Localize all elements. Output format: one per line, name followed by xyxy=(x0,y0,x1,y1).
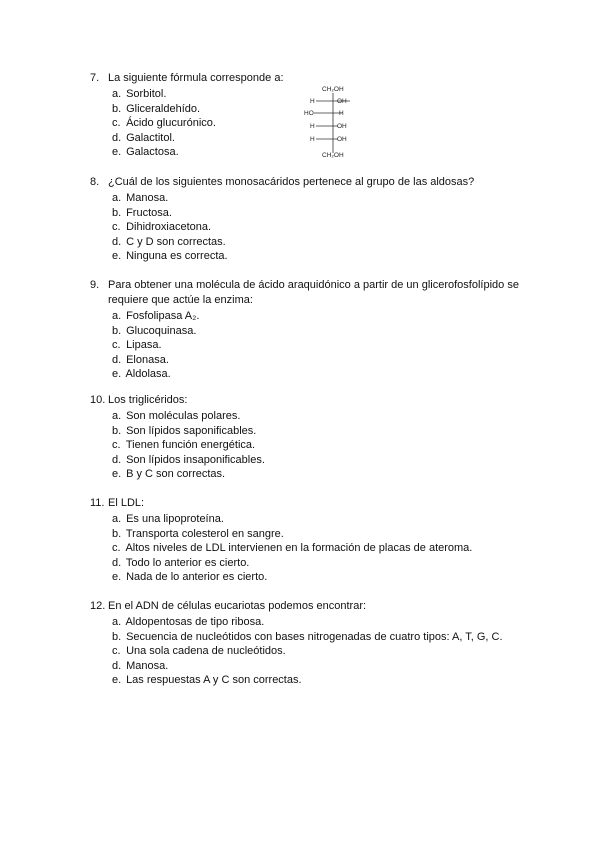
question-9 xyxy=(90,278,540,382)
options-list xyxy=(90,615,540,688)
option-letter: e. xyxy=(112,146,122,159)
option-text: Ninguna es correcta. xyxy=(126,250,228,263)
option-letter: a. xyxy=(112,513,122,525)
option-letter: d. xyxy=(112,131,122,144)
option-c xyxy=(112,438,540,453)
question-text: Para obtener una molécula de ácido araquidónico a partir de un glicerofosfolípido se requiere que actúe la enzima: xyxy=(108,279,519,306)
option-letter: c. xyxy=(112,117,121,130)
question-text: La siguiente fórmula corresponde a: xyxy=(108,72,284,84)
option-b xyxy=(112,527,540,542)
option-e xyxy=(112,249,540,264)
option-text: Altos niveles de LDL intervienen en la formación de placas de ateroma. xyxy=(125,542,473,555)
question-text: El LDL: xyxy=(108,497,145,509)
option-text: Galactitol. xyxy=(126,131,175,144)
option-letter: c. xyxy=(112,439,121,452)
option-b xyxy=(112,630,540,645)
option-letter: d. xyxy=(112,556,122,569)
option-letter: c. xyxy=(112,221,121,234)
option-letter: e. xyxy=(112,368,122,381)
question-number: 12. xyxy=(90,600,106,612)
question-11 xyxy=(90,496,540,585)
options-list xyxy=(90,309,540,382)
formula-row-4-left: H xyxy=(310,136,315,143)
question-text: En el ADN de células eucariotas podemos encontrar: xyxy=(108,600,367,612)
option-text: Aldolasa. xyxy=(125,368,171,381)
question-stem xyxy=(90,278,540,308)
fischer-projection-formula xyxy=(302,83,352,161)
option-b xyxy=(112,324,540,339)
option-d xyxy=(112,353,540,368)
option-text: Transporta colesterol en sangre. xyxy=(125,527,284,540)
option-text: Sorbitol. xyxy=(126,88,167,100)
option-text: Dihidroxiacetona. xyxy=(126,221,212,234)
option-c xyxy=(112,541,540,556)
option-e xyxy=(112,367,540,382)
option-letter: d. xyxy=(112,353,122,366)
formula-row-2-right: H xyxy=(339,110,344,117)
question-number: 9. xyxy=(90,279,100,291)
options-list xyxy=(90,409,540,482)
question-text: Los triglicéridos: xyxy=(108,394,188,406)
option-text: Secuencia de nucleótidos con bases nitrogenadas de cuatro tipos: A, T, G, C. xyxy=(126,630,503,643)
option-text: B y C son correctas. xyxy=(126,468,226,481)
option-e xyxy=(112,570,540,585)
option-letter: d. xyxy=(112,659,122,672)
question-number: 8. xyxy=(90,176,100,188)
option-c xyxy=(112,644,540,659)
formula-row-1-left: H xyxy=(310,98,315,105)
option-letter: b. xyxy=(112,206,122,219)
option-a xyxy=(112,615,540,630)
option-d xyxy=(112,556,540,571)
option-text: Son lípidos insaponificables. xyxy=(126,453,265,466)
option-text: Lipasa. xyxy=(126,339,162,352)
formula-row-3-left: H xyxy=(310,123,315,130)
question-stem xyxy=(90,393,540,408)
option-letter: a. xyxy=(112,310,122,322)
question-number: 11. xyxy=(90,497,105,509)
question-stem xyxy=(90,599,540,614)
option-text: Son lípidos saponificables. xyxy=(126,424,257,437)
option-text: Todo lo anterior es cierto. xyxy=(125,556,250,569)
option-b xyxy=(112,424,540,439)
option-letter: a. xyxy=(112,616,122,628)
option-text: Una sola cadena de nucleótidos. xyxy=(126,645,286,658)
option-text: Tienen función energética. xyxy=(125,439,256,452)
option-text: Las respuestas A y C son correctas. xyxy=(126,674,302,687)
option-text: Glucoquinasa. xyxy=(126,324,197,337)
option-letter: b. xyxy=(112,324,122,337)
formula-row-2-left: HO xyxy=(304,110,314,117)
option-text: Gliceraldehído. xyxy=(126,102,201,115)
options-list xyxy=(90,512,540,585)
option-letter: a. xyxy=(112,192,122,204)
option-letter: b. xyxy=(112,424,122,437)
option-text: Manosa. xyxy=(126,192,169,204)
option-d xyxy=(112,659,540,674)
option-text: Fosfolipasa A₂. xyxy=(126,310,200,322)
option-a xyxy=(112,191,540,206)
option-letter: b. xyxy=(112,527,122,540)
question-stem xyxy=(90,175,540,190)
formula-row-4-right: OH xyxy=(337,136,347,143)
option-letter: e. xyxy=(112,571,122,584)
option-text: Manosa. xyxy=(126,659,169,672)
question-8 xyxy=(90,175,540,264)
option-letter: b. xyxy=(112,102,122,115)
option-letter: c. xyxy=(112,645,121,658)
option-letter: c. xyxy=(112,542,121,555)
option-e xyxy=(112,467,540,482)
options-list xyxy=(90,191,540,264)
option-text: Ácido glucurónico. xyxy=(126,117,216,130)
question-text: ¿Cuál de los siguientes monosacáridos pertenece al grupo de las aldosas? xyxy=(108,176,475,188)
option-d xyxy=(112,235,540,250)
option-letter: d. xyxy=(112,235,122,248)
option-e xyxy=(112,673,540,688)
option-letter: a. xyxy=(112,88,122,100)
option-text: Aldopentosas de tipo ribosa. xyxy=(125,616,265,628)
formula-row-3-right: OH xyxy=(337,123,347,130)
option-letter: e. xyxy=(112,468,122,481)
question-12 xyxy=(90,599,540,688)
option-text: Es una lipoproteína. xyxy=(126,513,224,525)
question-number: 7. xyxy=(90,72,100,84)
option-text: Elonasa. xyxy=(126,353,169,366)
option-letter: e. xyxy=(112,674,122,687)
formula-row-1-right: OH xyxy=(337,98,347,105)
option-c xyxy=(112,338,540,353)
option-text: Nada de lo anterior es cierto. xyxy=(126,571,268,584)
option-a xyxy=(112,512,540,527)
option-text: Son moléculas polares. xyxy=(126,410,241,422)
option-letter: c. xyxy=(112,339,121,352)
option-text: Galactosa. xyxy=(126,146,179,159)
option-b xyxy=(112,206,540,221)
option-text: Fructosa. xyxy=(126,206,172,219)
formula-bottom-group: CH₂OH xyxy=(322,152,344,159)
formula-top-group: CH₂OH xyxy=(322,86,344,93)
question-number: 10. xyxy=(90,394,106,406)
option-letter: a. xyxy=(112,410,122,422)
option-d xyxy=(112,453,540,468)
option-a xyxy=(112,309,540,324)
option-a xyxy=(112,409,540,424)
question-10 xyxy=(90,393,540,482)
option-text: C y D son correctas. xyxy=(126,235,226,248)
option-letter: e. xyxy=(112,250,122,263)
question-stem xyxy=(90,496,540,511)
option-letter: d. xyxy=(112,453,122,466)
option-c xyxy=(112,220,540,235)
option-letter: b. xyxy=(112,630,122,643)
